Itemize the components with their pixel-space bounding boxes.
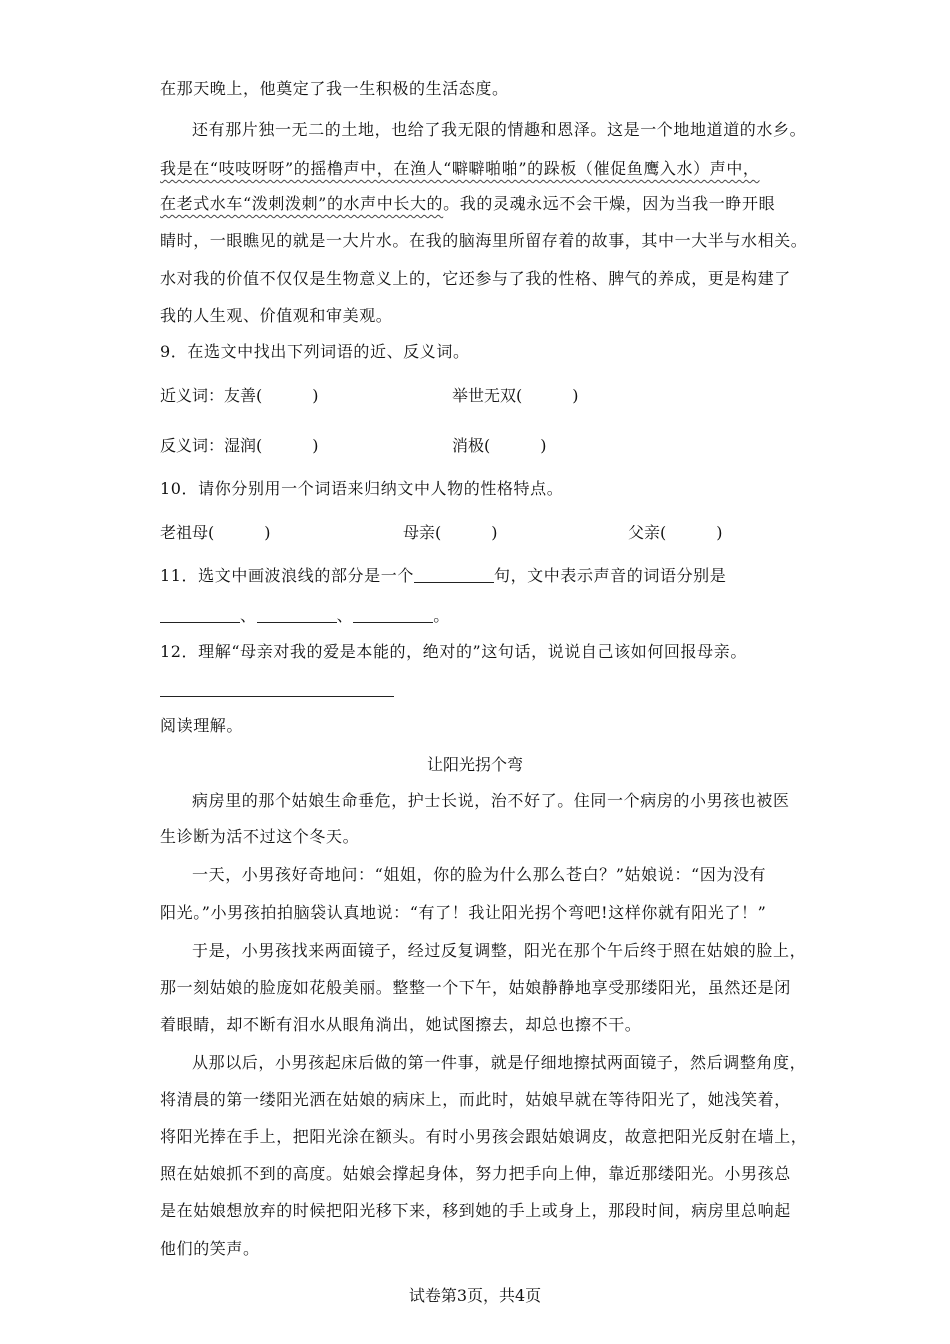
q9-synonym-2 xyxy=(452,385,579,407)
q11-text-b: 句，文中表示声音的词语分别是 xyxy=(493,566,727,585)
q10-grandmother-label: 老祖母( xyxy=(160,523,215,542)
q10-mother-label: 母亲( xyxy=(403,523,442,542)
passage-line: 睛时，一眼瞧见的就是一大片水。在我的脑海里所留存着的故事，其中一大半与水相关。 xyxy=(160,231,808,250)
question-12-title: 12．理解“母亲对我的爱是本能的，绝对的”这句话，说说自己该如何回报母亲。 xyxy=(160,642,747,661)
q11-text-a: 11．选文中画波浪线的部分是一个 xyxy=(160,566,414,585)
page-footer: 试卷第3页，共4页 xyxy=(408,1286,542,1305)
wavy-underlined-text: 我是在“吱吱呀呀”的摇橹声中，在渔人“噼噼啪啪”的跺板（催促鱼鹰入水）声中， xyxy=(160,159,760,178)
reading-line: 那一刻姑娘的脸庞如花般美丽。整整一个下午，姑娘静静地享受那缕阳光，虽然还是闭 xyxy=(160,978,791,997)
q9-synonym-1-label: 近义词：友善( xyxy=(160,386,263,405)
question-11-blanks xyxy=(160,605,800,627)
reading-line: 是在姑娘想放弃的时候把阳光移下来，移到她的手上或身上，那段时间，病房里总响起 xyxy=(160,1201,791,1220)
q10-father-close: ) xyxy=(716,523,723,542)
reading-line: 将阳光捧在手上，把阳光涂在额头。有时小男孩会跟姑娘调皮，故意把阳光反射在墙上， xyxy=(160,1127,808,1146)
reading-line: 将清晨的第一缕阳光洒在姑娘的病床上，而此时，姑娘早就在等待阳光了，她浅笑着， xyxy=(160,1090,791,1109)
q11-blank-sentence-type[interactable] xyxy=(414,566,494,583)
reading-line: 照在姑娘抓不到的高度。姑娘会撑起身体，努力把手向上伸，靠近那缕阳光。小男孩总 xyxy=(160,1164,791,1183)
reading-line: 从那以后，小男孩起床后做的第一件事，就是仔细地擦拭两面镜子，然后调整角度， xyxy=(192,1053,807,1072)
q9-antonym-2 xyxy=(452,435,547,457)
q11-separator: 、 xyxy=(336,606,354,625)
passage-line: 水对我的价值不仅仅是生物意义上的，它还参与了我的性格、脾气的养成，更是构建了 xyxy=(160,269,791,288)
q9-synonym-2-label: 举世无双( xyxy=(452,386,523,405)
question-10-title: 10．请你分别用一个词语来归纳文中人物的性格特点。 xyxy=(160,479,564,498)
q12-answer-line[interactable] xyxy=(160,696,394,697)
reading-line: 他们的笑声。 xyxy=(160,1239,260,1258)
q10-mother-close: ) xyxy=(491,523,498,542)
reading-title: 让阳光拐个弯 xyxy=(426,755,523,774)
q9-synonym-2-close: ) xyxy=(572,386,579,405)
q10-grandmother-close: ) xyxy=(264,523,271,542)
q9-antonym-2-close: ) xyxy=(540,436,547,455)
q9-antonym-1-label: 反义词：湿润( xyxy=(160,436,263,455)
wavy-underlined-text: 在老式水车“泼刺泼刺”的水声中长大的 xyxy=(160,194,444,213)
q9-synonym-1-close: ) xyxy=(312,386,319,405)
q11-end-mark: 。 xyxy=(433,606,450,625)
reading-heading: 阅读理解。 xyxy=(160,716,244,735)
q11-blank-sound-1[interactable] xyxy=(160,606,240,623)
reading-line: 病房里的那个姑娘生命垂危，护士长说，治不好了。住同一个病房的小男孩也被医 xyxy=(192,791,790,810)
passage-line-wavy xyxy=(160,158,800,180)
q10-mother xyxy=(403,522,498,544)
q11-separator: 、 xyxy=(240,606,257,625)
reading-line: 于是，小男孩找来两面镜子，经过反复调整，阳光在那个午后终于照在姑娘的脸上， xyxy=(192,941,807,960)
q9-antonym-2-label: 消极( xyxy=(452,436,491,455)
passage-line: 在那天晚上，他奠定了我一生积极的生活态度。 xyxy=(160,79,509,98)
q10-father xyxy=(628,522,723,544)
q11-blank-sound-3[interactable] xyxy=(353,606,433,623)
reading-line: 着眼睛，却不断有泪水从眼角淌出，她试图擦去，却总也擦不干。 xyxy=(160,1015,642,1034)
reading-line: 一天，小男孩好奇地问：“姐姐，你的脸为什么那么苍白？”姑娘说：“因为没有 xyxy=(192,865,767,884)
question-11 xyxy=(160,565,800,587)
q11-blank-sound-2[interactable] xyxy=(257,606,337,623)
passage-line: 我的人生观、价值观和审美观。 xyxy=(160,306,393,325)
q10-grandmother xyxy=(160,522,271,544)
reading-line: 阳光。”小男孩拍拍脑袋认真地说：“有了！我让阳光拐个弯吧!这样你就有阳光了！” xyxy=(160,903,767,922)
passage-line: 还有那片独一无二的土地，也给了我无限的情趣和恩泽。这是一个地地道道的水乡。 xyxy=(192,120,807,139)
passage-line xyxy=(160,193,800,215)
q9-synonym-1 xyxy=(160,385,319,407)
reading-line: 生诊断为活不过这个冬天。 xyxy=(160,827,360,846)
q9-antonym-1 xyxy=(160,435,319,457)
q9-antonym-1-close: ) xyxy=(312,436,319,455)
passage-text: 。我的灵魂永远不会干燥，因为当我一睁开眼 xyxy=(443,194,776,213)
q10-father-label: 父亲( xyxy=(628,523,667,542)
question-9-title: 9．在选文中找出下列词语的近、反义词。 xyxy=(160,342,470,361)
